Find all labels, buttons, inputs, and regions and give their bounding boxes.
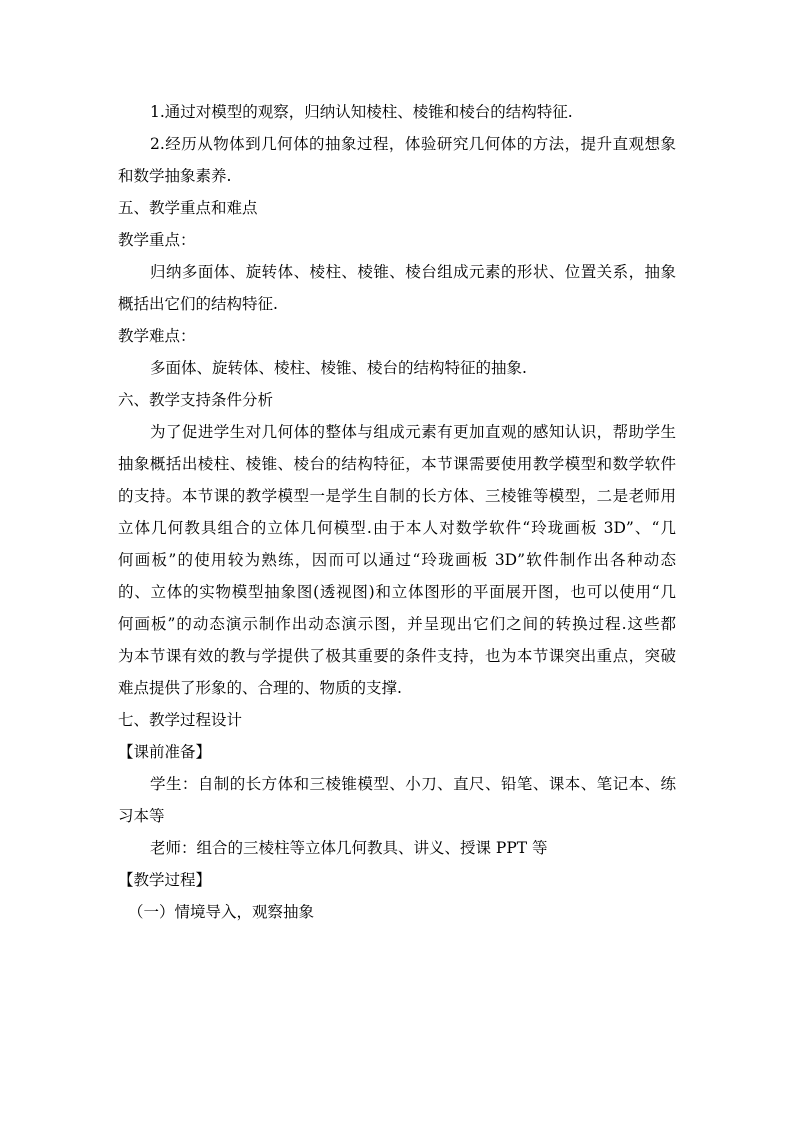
support-paragraph-line: 为了促进学生对几何体的整体与组成元素有更加直观的感知认识，帮助学生 (150, 423, 676, 441)
objective-item-2-line-1: 2.经历从物体到几何体的抽象过程，体验研究几何体的方法，提升直观想象 (150, 135, 676, 153)
support-paragraph-line: 何画板”的使用较为熟练，因而可以通过“玲珑画板 3D”软件制作出各种动态 (118, 551, 676, 569)
section-7-heading: 七、教学过程设计 (118, 711, 243, 729)
focus-text-line-2: 概括出它们的结构特征. (118, 295, 278, 313)
support-paragraph-line: 抽象概括出棱柱、棱锥、棱台的结构特征，本节课需要使用教学模型和数学软件 (118, 455, 676, 473)
section-6-heading: 六、教学支持条件分析 (118, 391, 274, 409)
support-paragraph-line: 何画板”的动态演示制作出动态演示图，并呈现出它们之间的转换过程.这些都 (118, 615, 676, 633)
teacher-prep-line: 老师：组合的三棱柱等立体几何教具、讲义、授课 PPT 等 (150, 839, 548, 857)
difficulty-text: 多面体、旋转体、棱柱、棱锥、棱台的结构特征的抽象. (150, 359, 527, 377)
support-paragraph-line: 的支持。本节课的教学模型一是学生自制的长方体、三棱锥等模型，二是老师用 (118, 487, 676, 505)
student-prep-line-2: 习本等 (118, 807, 165, 825)
section-5-heading: 五、教学重点和难点 (118, 199, 258, 217)
support-paragraph-line: 的、立体的实物模型抽象图(透视图)和立体图形的平面展开图，也可以使用“几 (118, 583, 676, 601)
prep-label: 【课前准备】 (118, 743, 212, 761)
student-prep-line-1: 学生：自制的长方体和三棱锥模型、小刀、直尺、铅笔、课本、笔记本、练 (150, 775, 676, 793)
support-paragraph-line: 为本节课有效的教与学提供了极其重要的条件支持，也为本节课突出重点，突破 (118, 647, 676, 665)
objective-item-1: 1.通过对模型的观察，归纳认知棱柱、棱锥和棱台的结构特征. (150, 103, 573, 121)
focus-label: 教学重点： (118, 231, 196, 249)
focus-text-line-1: 归纳多面体、旋转体、棱柱、棱锥、棱台组成元素的形状、位置关系，抽象 (150, 263, 676, 281)
difficulty-label: 教学难点： (118, 327, 196, 345)
process-step-1: （一）情境导入，观察抽象 (128, 903, 315, 921)
support-paragraph-line: 立体几何教具组合的立体几何模型.由于本人对数学软件“玲珑画板 3D”、“几 (118, 519, 676, 537)
support-paragraph-line: 难点提供了形象的、合理的、物质的支撑. (118, 679, 402, 697)
objective-item-2-line-2: 和数学抽象素养. (118, 167, 232, 185)
process-label: 【教学过程】 (118, 871, 212, 889)
